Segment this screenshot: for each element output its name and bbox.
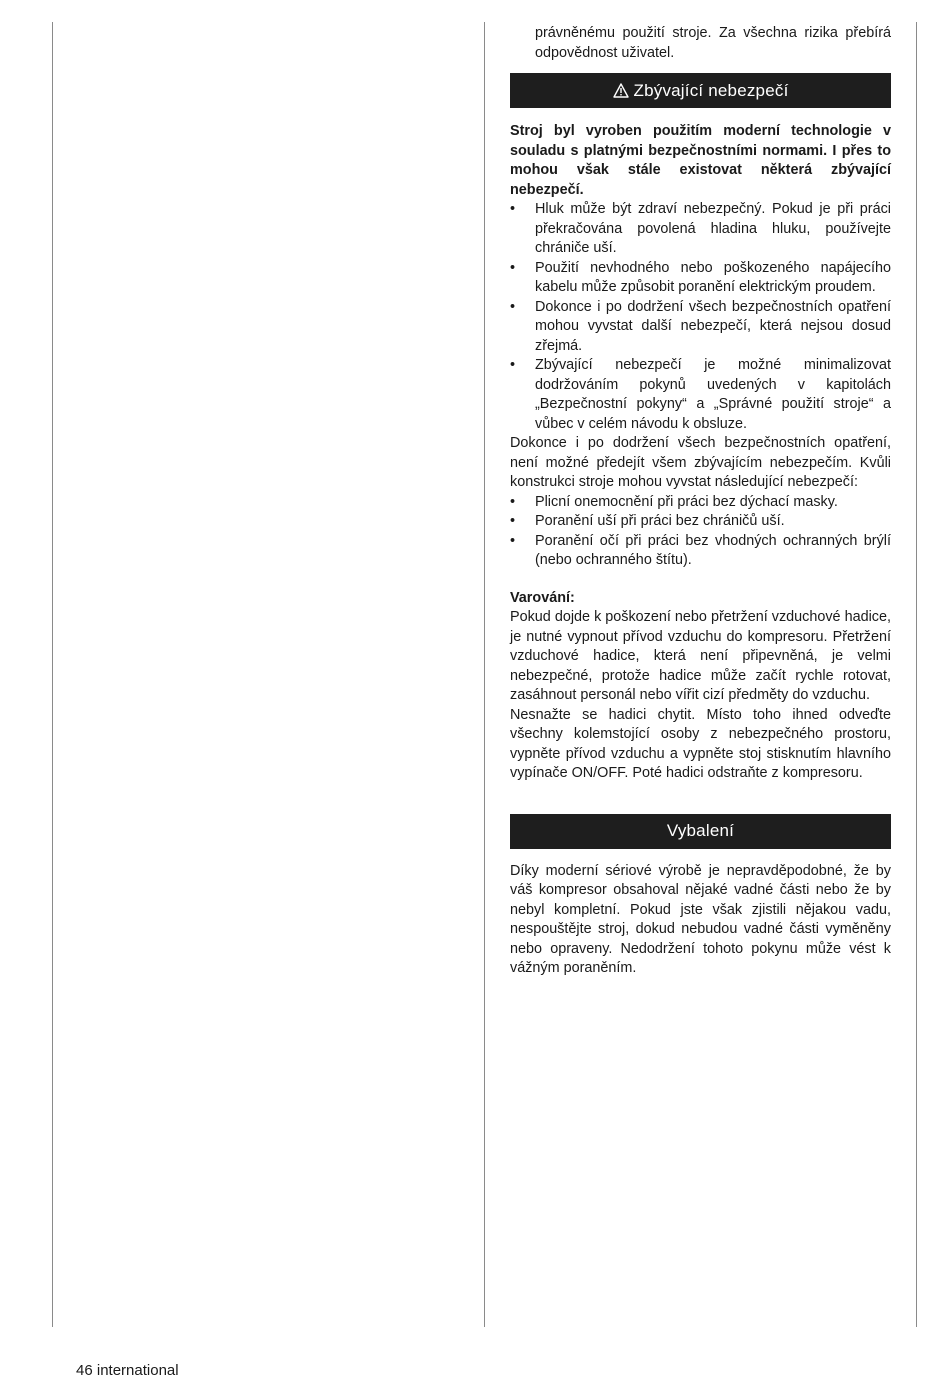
bullet-marker: • <box>510 259 516 276</box>
list-item <box>510 532 891 571</box>
hazards-lead-text: Stroj byl vyroben použitím moderní technologie v souladu s platnými bezpečnostními normami. I přes to mohou však stále existovat některá zbývající nebezpečí. <box>510 123 891 198</box>
list-item <box>510 200 891 259</box>
bullet-marker: • <box>510 201 516 217</box>
page-footer <box>76 1362 179 1379</box>
bullet-marker: • <box>510 493 516 510</box>
warning-title: Varování: <box>510 589 575 606</box>
section-heading-unpacking-label: Vybalení <box>666 821 735 841</box>
list-item <box>510 259 891 298</box>
list-item-text: Použití nevhodného nebo poškozeného napájecího kabelu může způsobit poranění elektrickým proudem. <box>535 259 891 295</box>
list-item-text: Poranění očí při práci bez vhodných ochranných brýlí (nebo ochranného štítu). <box>535 532 891 568</box>
warning-triangle-icon <box>613 83 629 98</box>
warning-paragraph-2: Nesnažte se hadici chytit. Místo toho ihned odveďte všechny kolemstojící osoby z nebezpečného prostoru, vypněte přívod vzduchu a vypněte stoj stisknutím hlavního vypínače ON/OFF. Poté hadici odstraňte z kompresoru. <box>510 706 891 781</box>
section-heading-residual-hazards-label: Zbývající nebezpečí <box>633 80 789 100</box>
list-item <box>510 512 891 532</box>
list-item-text: Plicní onemocnění při práci bez dýchací masky. <box>535 493 838 510</box>
paragraph-spacer <box>510 571 891 589</box>
list-item <box>510 493 891 513</box>
list-item-text: Hluk může být zdraví nebezpečný. Pokud je při práci překračována povolená hladina hluku, používejte chrániče uší. <box>535 201 891 256</box>
list-item-text: Zbývající nebezpečí je možné minimalizovat dodržováním pokynů uvedených v kapitolách „Bezpečnostní pokyny“ a „Správné použití stroje“ a vůbec v celém návodu k obsluze. <box>535 357 891 432</box>
bullet-marker: • <box>510 513 516 529</box>
section-heading-unpacking <box>510 814 891 849</box>
left-margin-rule <box>52 22 53 1327</box>
bullet-marker: • <box>510 298 516 315</box>
section-heading-residual-hazards <box>510 73 891 108</box>
right-margin-rule <box>916 22 917 1327</box>
list-item-text: Poranění uší při práci bez chráničů uší. <box>535 513 785 529</box>
hazards-bullet-list <box>510 200 891 434</box>
intro-tail-text: právněnému použití stroje. Za všechna rizika přebírá odpovědnost uživatel. <box>535 25 891 61</box>
footer-label: international <box>96 1362 179 1379</box>
column-divider-rule <box>484 22 485 1327</box>
injury-bullet-list <box>510 493 891 571</box>
right-column <box>510 24 891 979</box>
warning-paragraph-1: Pokud dojde k poškození nebo přetržení vzduchové hadice, je nutné vypnout přívod vzduchu do kompresoru. Přetržení vzduchové hadice, která není připevněná, je velmi nebezpečné, protože hadice může začít rychle rotovat, zasáhnout personál nebo vířit cizí předměty do vzduchu. <box>510 609 891 703</box>
list-item-text: Dokonce i po dodržení všech bezpečnostních opatření mohou vyvstat další nebezpečí, která nejsou dosud zřejmá. <box>535 298 891 354</box>
hazards-body-text: Dokonce i po dodržení všech bezpečnostních opatření, není možné předejít všem zbývajícím nebezpečím. Kvůli konstrukci stroje mohou vyvstat následující nebezpečí: <box>510 435 891 490</box>
bullet-marker: • <box>510 532 516 549</box>
list-item <box>510 356 891 434</box>
unpacking-body-text: Díky moderní sériové výrobě je nepravděpodobné, že by váš kompresor obsahoval nějaké vadné části nebo že by nebyl kompletní. Pokud jste však zjistili nějakou vadu, nespouštějte stroj, dokud nebudou vadné části vyměněny nebo opraveny. Nedodržení tohoto pokynu může vést k vážným poraněním. <box>510 862 891 976</box>
list-item <box>510 298 891 357</box>
bullet-marker: • <box>510 357 516 373</box>
page-number: 46 <box>76 1362 93 1379</box>
